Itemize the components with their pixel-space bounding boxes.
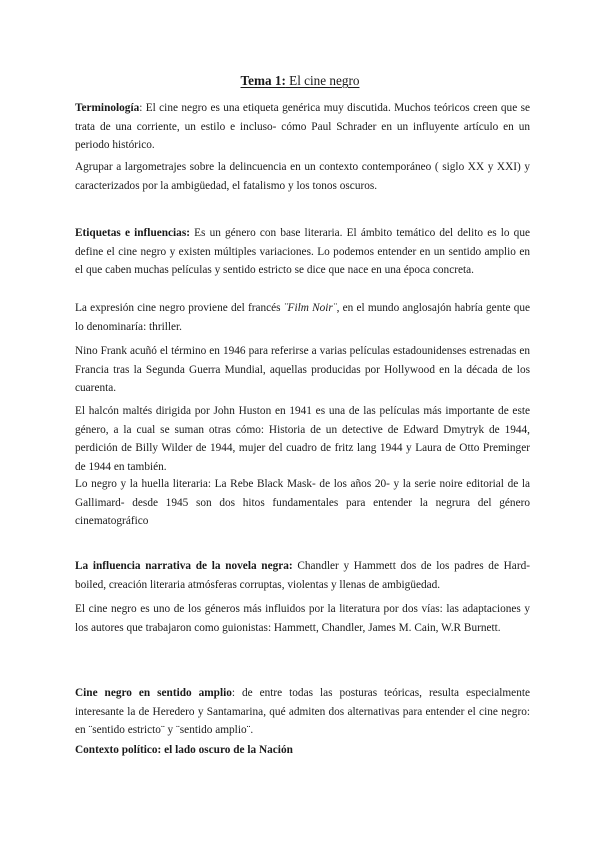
paragraph-lead: Etiquetas e influencias: (75, 227, 190, 239)
paragraph-lead: La influencia narrativa de la novela negra: (75, 560, 293, 572)
paragraph-text: El cine negro es uno de los géneros más influidos por la literatura por dos vías: las adaptaciones y los autores que trabajaron como guionistas: Hammett, Chandler, James M. Cain, W.R Burnett. (75, 603, 530, 634)
paragraph-lead: Cine negro en sentido amplio (75, 687, 232, 699)
paragraph-text: : de entre todas las posturas teóricas, resulta especialmente interesante la de Heredero y Santamarina, qué admiten dos alternativas para entender el cine negro: en ¨sentido estricto¨ y ¨sentido amplio¨. (75, 687, 530, 737)
film-noir-term: ¨Film Noir¨ (283, 302, 337, 314)
title-lead: Tema 1: (240, 73, 286, 88)
paragraph-halcon-maltes (75, 402, 530, 476)
paragraph-text: La expresión cine negro proviene del francés (75, 302, 284, 314)
paragraph-etiquetas (75, 224, 530, 280)
paragraph-text: Chandler y Hammett dos de los padres de Hard-boiled, creación literaria atmósferas corruptas, violentas y llenas de ambigüedad. (75, 560, 530, 591)
paragraph-terminologia (75, 99, 530, 155)
paragraph-text: Agrupar a largometrajes sobre la delincuencia en un contexto contemporáneo ( siglo XX y XXI) y caracterizados por la ambigüedad, el fatalismo y los tonos oscuros. (75, 161, 530, 192)
paragraph-expresion (75, 299, 530, 336)
paragraph-text: Lo negro y la huella literaria: La Rebe Black Mask- de los años 20- y la serie noire editorial de la Gallimard- desde 1945 son dos hitos fundamentales para entender la negrura del género cinematográfico (75, 478, 530, 528)
paragraph-text: El halcón maltés dirigida por John Huston en 1941 es una de las películas más importante de este género, a la cual se suman otras cómo: Historia de un detective de Edward Dmytryk de 1944, perdición de Billy Wilder de 1944, mujer del cuadro de fritz lang 1944 y Laura de Otto Preminger de 1944 en también. (75, 405, 530, 473)
paragraph-sentido-amplio (75, 684, 530, 740)
paragraph-text: : El cine negro es una etiqueta genérica muy discutida. Muchos teóricos creen que se trata de una corriente, un estilo e incluso- cómo Paul Schrader en un influyente artículo en un periodo histórico. (75, 102, 530, 152)
paragraph-nino-frank (75, 342, 530, 398)
paragraph-influencia-narrativa (75, 557, 530, 594)
paragraph-contexto-politico (75, 741, 530, 760)
paragraph-lead: Contexto político: el lado oscuro de la Nación (75, 744, 293, 756)
document-title (0, 72, 600, 90)
paragraph-huella-literaria (75, 475, 530, 531)
paragraph-lead: Terminología (75, 102, 140, 114)
paragraph-agrupar (75, 158, 530, 195)
paragraph-text: Nino Frank acuñó el término en 1946 para referirse a varias películas estadounidenses estrenadas en Francia tras la Segunda Guerra Mundial, aquellas producidas por Hollywood en la década de los cuarenta. (75, 345, 530, 395)
paragraph-text: , en el mundo anglosajón habría gente que lo denominaría: thriller. (75, 302, 531, 333)
paragraph-generos-influidos (75, 600, 530, 637)
paragraph-text: Es un género con base literaria. El ámbito temático del delito es lo que define el cine negro y existen múltiples variaciones. Lo podemos entender en un sentido amplio en el que caben muchas películas y sentido estricto se dice que nace en una época concreta. (75, 227, 530, 277)
title-rest: El cine negro (285, 73, 360, 88)
